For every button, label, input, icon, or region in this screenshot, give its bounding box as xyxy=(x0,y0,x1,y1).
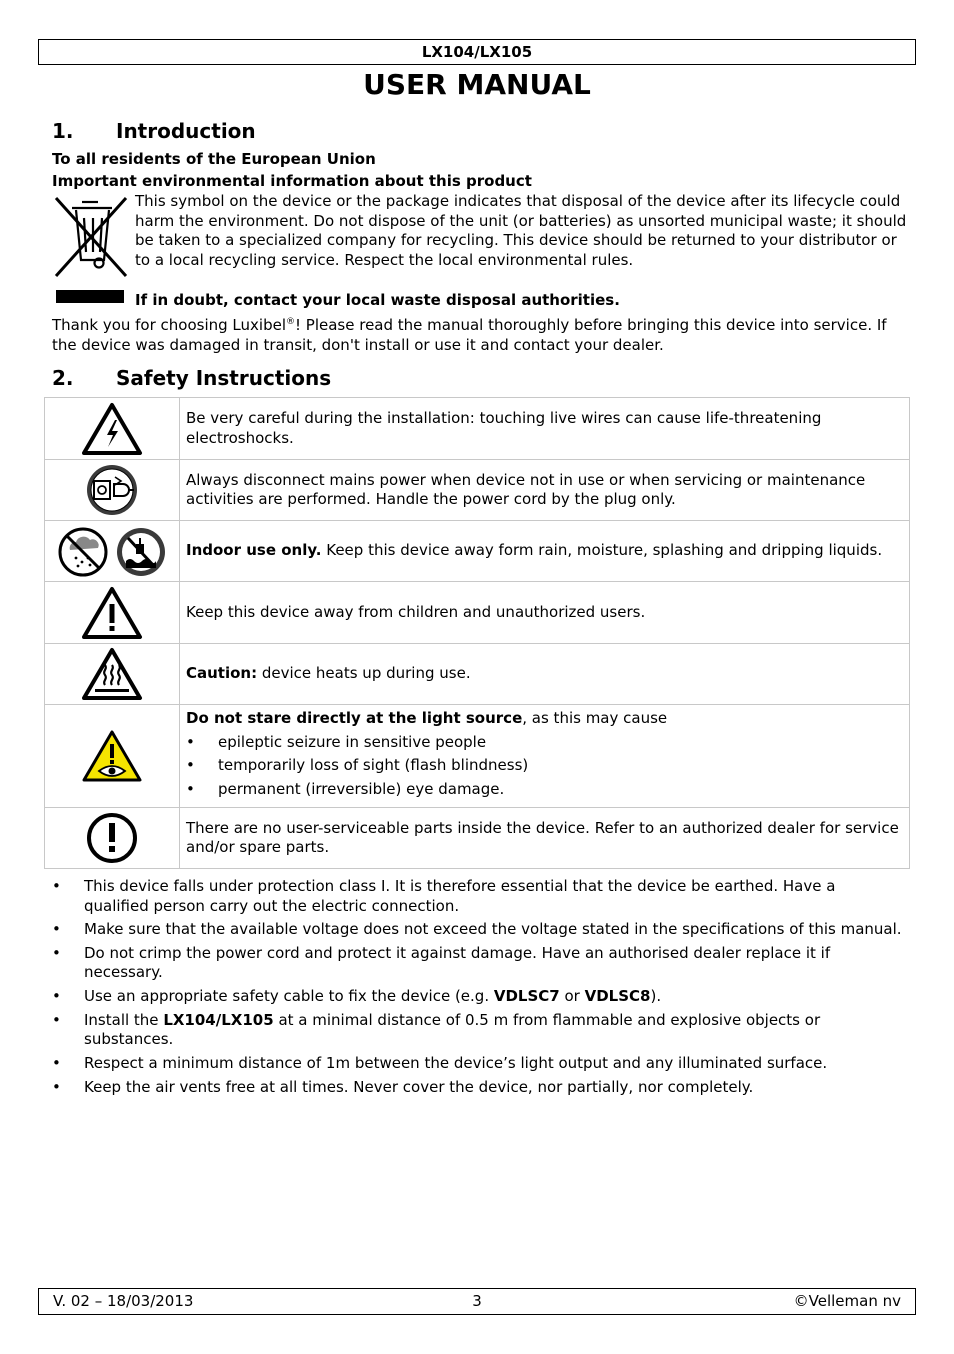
section-2-heading xyxy=(52,366,331,390)
eu-residents-line: To all residents of the European Union xyxy=(52,150,376,168)
list-item: • temporarily loss of sight (flash blindness) xyxy=(186,756,901,776)
icon-cell xyxy=(45,521,180,582)
safety-table xyxy=(44,397,910,869)
safety-row xyxy=(45,808,910,869)
weee-description: This symbol on the device or the package indicates that disposal of the device after its lifecycle could harm the environment. Do not dispose of the unit (or batteries) as unsorted municipal waste; it should be taken to a specialized company for recycling. This device should be returned to your distributor or to a local recycling service. Respect the local environmental rules. xyxy=(135,192,907,269)
section-title: Safety Instructions xyxy=(116,366,332,390)
environment-info-line: Important environmental information about this product xyxy=(52,172,532,190)
safety-text: Be very careful during the installation: touching live wires can cause life-threatening electroshocks. xyxy=(180,398,910,460)
icon-cell xyxy=(45,808,180,869)
electric-shock-warning-icon xyxy=(81,402,143,456)
safety-text: Do not stare directly at the light source, as this may cause • epileptic seizure in sensitive people • temporarily loss of sight (flash blindness) • permanent (irreversible) eye damage. xyxy=(180,705,910,808)
safety-row xyxy=(45,460,910,521)
copyright-label: ©Velleman nv xyxy=(793,1292,901,1310)
disconnect-mains-icon xyxy=(85,463,139,517)
indoor-use-bold: Indoor use only. xyxy=(186,541,322,560)
indoor-use-only-icon xyxy=(56,524,168,578)
light-source-warning-icon xyxy=(81,729,143,783)
no-rain-icon xyxy=(60,529,106,575)
weee-contact-note: If in doubt, contact your local waste disposal authorities. xyxy=(135,291,620,309)
list-item: • permanent (irreversible) eye damage. xyxy=(186,780,901,800)
safety-text: Keep this device away from children and unauthorized users. xyxy=(180,582,910,644)
model-label: LX104/LX105 xyxy=(421,43,533,61)
thanks-start: Thank you for choosing Luxibel xyxy=(52,316,286,334)
page-header xyxy=(38,39,916,65)
exclamation-circle-icon xyxy=(85,811,139,865)
product-code: LX104/LX105 xyxy=(163,1010,274,1029)
section-title: Introduction xyxy=(116,119,256,143)
safety-text: Caution: device heats up during use. xyxy=(180,644,910,705)
safety-text: Indoor use only. Keep this device away form rain, moisture, splashing and dripping liquids. xyxy=(180,521,910,582)
no-water-icon xyxy=(117,528,165,576)
safety-bullet-list xyxy=(52,877,902,1101)
thanks-rest: ! Please read the manual thoroughly before bringing this device into service. If the device was damaged in transit, don't install or use it and contact your dealer. xyxy=(52,316,887,354)
product-code: VDLSC8 xyxy=(584,987,651,1006)
page-footer xyxy=(38,1288,916,1315)
list-item: • Do not crimp the power cord and protect it against damage. Have an authorised dealer replace it if necessary. xyxy=(52,944,902,983)
safety-text: Always disconnect mains power when device not in use or when servicing or maintenance activities are performed. Handle the power cord by the plug only. xyxy=(180,460,910,521)
general-warning-icon xyxy=(81,586,143,640)
icon-cell xyxy=(45,398,180,460)
light-warning-bold: Do not stare directly at the light source xyxy=(186,709,523,727)
section-number: 1. xyxy=(52,119,74,143)
registered-mark: ® xyxy=(286,317,295,327)
icon-cell xyxy=(45,582,180,644)
list-item: • epileptic seizure in sensitive people xyxy=(186,733,901,753)
list-item: • Use an appropriate safety cable to fix the device (e.g. VDLSC7 or VDLSC8). xyxy=(52,987,902,1007)
safety-row xyxy=(45,705,910,808)
icon-cell xyxy=(45,460,180,521)
section-1-heading xyxy=(52,119,256,143)
safety-text: There are no user-serviceable parts inside the device. Refer to an authorized dealer for service and/or spare parts. xyxy=(180,808,910,869)
list-item: • Respect a minimum distance of 1m between the device’s light output and any illuminated surface. xyxy=(52,1054,902,1074)
light-effects-list xyxy=(186,733,901,800)
safety-row xyxy=(45,521,910,582)
safety-row xyxy=(45,398,910,460)
thank-you-paragraph xyxy=(52,313,912,355)
caution-bold: Caution: xyxy=(186,664,258,683)
safety-row xyxy=(45,644,910,705)
list-item: • This device falls under protection class I. It is therefore essential that the device be earthed. Have a qualified person carry out the electric connection. xyxy=(52,877,902,916)
weee-crossed-bin-icon xyxy=(52,194,130,306)
safety-row xyxy=(45,582,910,644)
section-number: 2. xyxy=(52,366,74,390)
page-title: USER MANUAL xyxy=(363,68,591,101)
version-label: V. 02 – 18/03/2013 xyxy=(53,1292,194,1310)
icon-cell xyxy=(45,644,180,705)
list-item: • Make sure that the available voltage does not exceed the voltage stated in the specifications of this manual. xyxy=(52,920,902,940)
product-code: VDLSC7 xyxy=(493,987,560,1006)
list-item: • Keep the air vents free at all times. Never cover the device, nor partially, nor completely. xyxy=(52,1078,902,1098)
page-number: 3 xyxy=(472,1292,482,1310)
hot-surface-warning-icon xyxy=(81,647,143,701)
list-item: • Install the LX104/LX105 at a minimal distance of 0.5 m from flammable and explosive objects or substances. xyxy=(52,1011,902,1050)
icon-cell xyxy=(45,705,180,808)
